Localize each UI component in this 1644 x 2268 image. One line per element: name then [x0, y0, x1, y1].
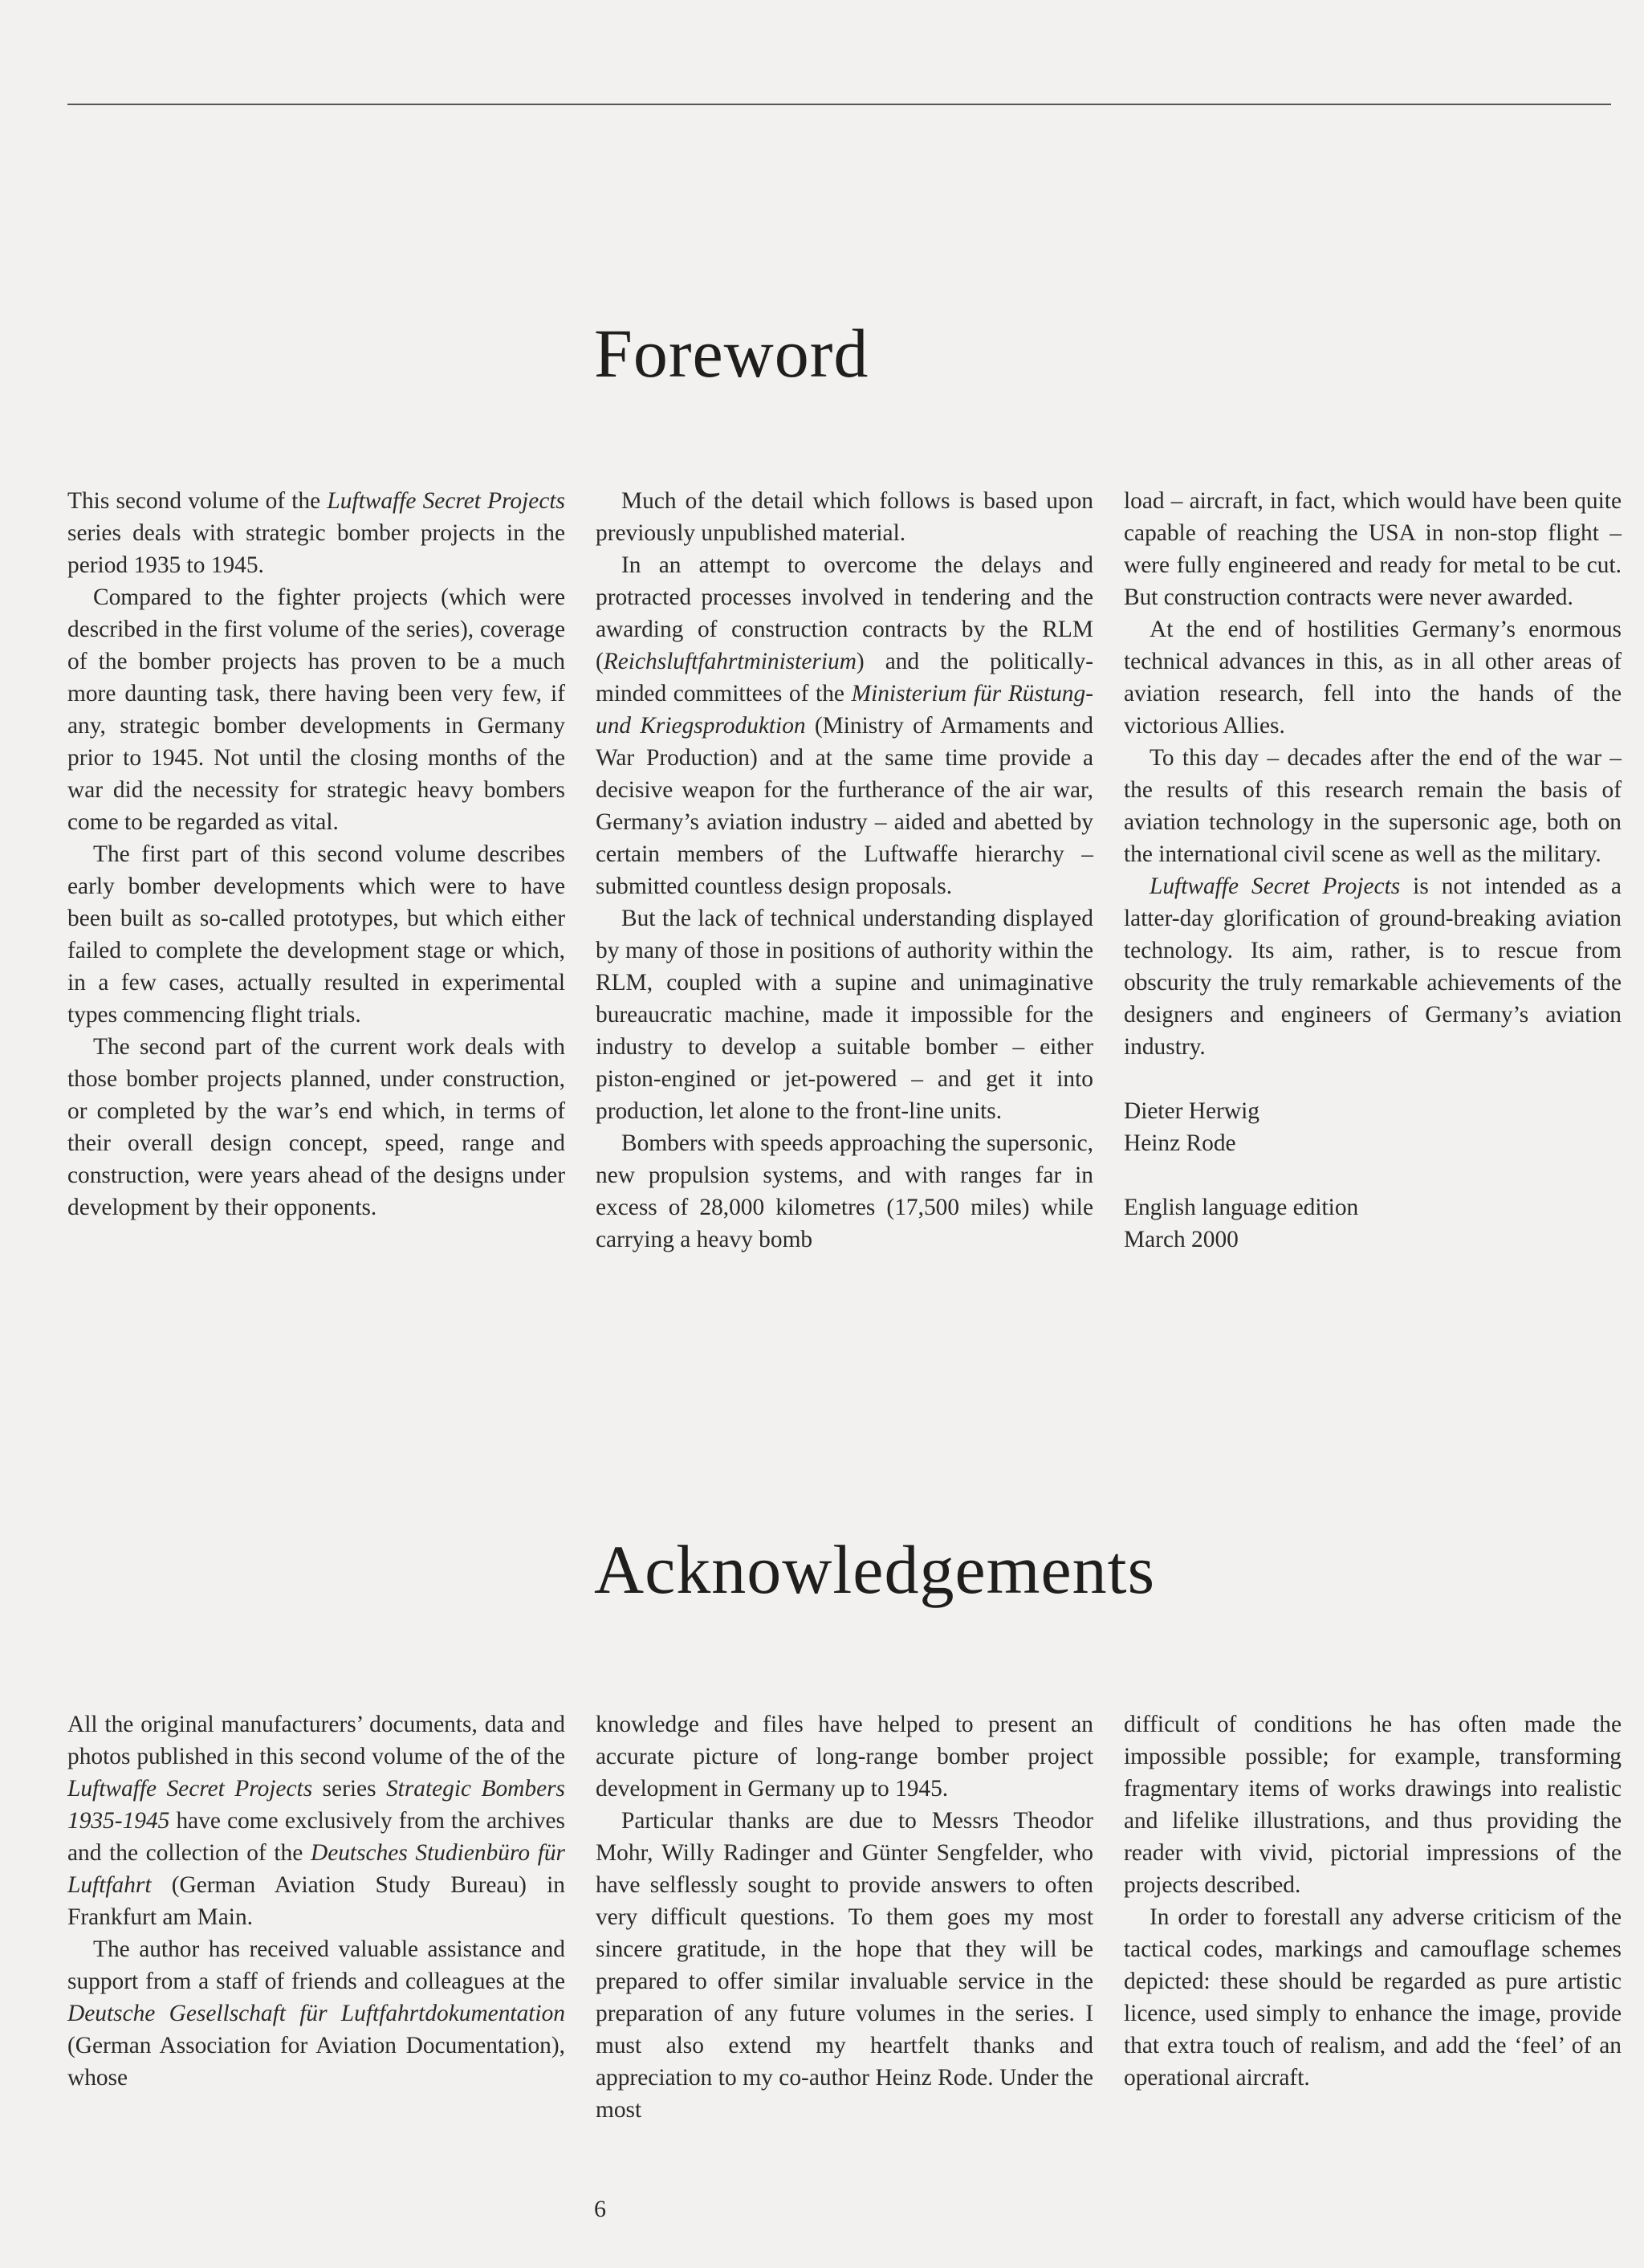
- acknowledgements-paragraph: In order to forestall any adverse criticism of the tactical codes, markings and camouflage schemes depicted: these should be regarded as pure artistic licence, used simply to enhance the image, provide that extra touch of realism, and add the ‘feel’ of an operational aircraft.: [1124, 1904, 1622, 2091]
- foreword-paragraph: Luftwaffe Secret Projects is not intended as a latter-day glorification of ground-breaking aviation technology. Its aim, rather, is to rescue from obscurity the truly remarkable achievements of the designers and engineers of Germany’s aviation industry.: [1124, 873, 1622, 1060]
- author-name: Heinz Rode: [1124, 1130, 1236, 1156]
- edition-date: March 2000: [1124, 1227, 1239, 1252]
- signature-block: [1124, 1095, 1622, 1159]
- author-name: Dieter Herwig: [1124, 1098, 1259, 1124]
- acknowledgements-column-2: [596, 1708, 1093, 2126]
- acknowledgements-column-3: [1124, 1708, 1622, 2094]
- acknowledgements-paragraph: knowledge and files have helped to present an accurate picture of long-range bomber project development in Germany up to 1945.: [596, 1712, 1093, 1802]
- foreword-paragraph: In an attempt to overcome the delays and protracted processes involved in tendering and the awarding of construction contracts by the RLM (Reichsluftfahrtministerium) and the politically-minded committees of the Ministerium für Rüstung- und Kriegsproduktion (Ministry of Armaments and War Production) and at the same time provide a decisive weapon for the furtherance of the air war, Germany’s aviation industry – aided and abetted by certain members of the Luftwaffe hierarchy – submitted countless design proposals.: [596, 552, 1094, 899]
- foreword-paragraph: Bombers with speeds approaching the supersonic, new propulsion systems, and with ranges far in excess of 28,000 kilometres (17,500 miles) while carrying a heavy bomb: [596, 1130, 1093, 1252]
- foreword-paragraph: The first part of this second volume describes early bomber developments which were to have been built as so-called prototypes, but which either failed to complete the development stage or which, in a few cases, actually resulted in experimental types commencing flight trials.: [67, 841, 565, 1028]
- foreword-paragraph: To this day – decades after the end of the war – the results of this research remain the basis of aviation technology in the supersonic age, both on the international civil scene as well as the military.: [1124, 745, 1622, 867]
- foreword-column-1: [67, 485, 565, 1224]
- foreword-heading: Foreword: [594, 315, 869, 392]
- foreword-paragraph: load – aircraft, in fact, which would have been quite capable of reaching the USA in non-stop flight – were fully engineered and ready for metal to be cut. But construction contracts were never awarded.: [1124, 488, 1622, 610]
- acknowledgements-heading: Acknowledgements: [594, 1531, 1156, 1608]
- acknowledgements-paragraph: Particular thanks are due to Messrs Theodor Mohr, Willy Radinger and Günter Sengfelder, who have selflessly sought to provide answers to often very difficult questions. To them goes my most sincere gratitude, in the hope that they will be prepared to offer similar invaluable service in the preparation of any future volumes in the series. I must also extend my heartfelt thanks and appreciation to my co-author Heinz Rode. Under the most: [596, 1808, 1093, 2123]
- foreword-paragraph: Compared to the fighter projects (which were described in the first volume of the series), coverage of the bomber projects has proven to be a much more daunting task, there having been very few, if any, strategic bomber developments in Germany prior to 1945. Not until the closing months of the war did the necessity for strategic heavy bombers come to be regarded as vital.: [67, 584, 565, 835]
- acknowledgements-paragraph: The author has received valuable assistance and support from a staff of friends and colleagues at the Deutsche Gesellschaft für Luftfahrtdokumentation (German Association for Aviation Documentation), whose: [67, 1936, 565, 2091]
- acknowledgements-column-1: [67, 1708, 565, 2094]
- foreword-paragraph: At the end of hostilities Germany’s enormous technical advances in this, as in all other areas of aviation research, fell into the hands of the victorious Allies.: [1124, 617, 1622, 739]
- edition-label: English language edition: [1124, 1195, 1359, 1220]
- foreword-column-2: [596, 485, 1093, 1256]
- foreword-column-3: [1124, 485, 1622, 1256]
- foreword-paragraph: The second part of the current work deals with those bomber projects planned, under construction, or completed by the war’s end which, in terms of their overall design concept, speed, range and construction, were years ahead of the designs under development by their opponents.: [67, 1034, 565, 1220]
- acknowledgements-paragraph: difficult of conditions he has often made the impossible possible; for example, transforming fragmentary items of works drawings into realistic and lifelike illustrations, and thus providing the reader with vivid, pictorial impressions of the projects described.: [1124, 1712, 1622, 1898]
- foreword-paragraph: This second volume of the Luftwaffe Secret Projects series deals with strategic bomber projects in the period 1935 to 1945.: [67, 488, 565, 578]
- page-number: 6: [594, 2196, 606, 2222]
- top-rule: [67, 104, 1611, 105]
- foreword-paragraph: Much of the detail which follows is based upon previously unpublished material.: [596, 488, 1093, 546]
- edition-block: [1124, 1191, 1622, 1256]
- acknowledgements-paragraph: All the original manufacturers’ documents, data and photos published in this second volume of the of the Luftwaffe Secret Projects series Strategic Bombers 1935-1945 have come exclusively from the archives and the collection of the Deutsches Studienbüro für Luftfahrt (German Aviation Study Bureau) in Frankfurt am Main.: [67, 1712, 565, 1930]
- foreword-paragraph: But the lack of technical understanding displayed by many of those in positions of authority within the RLM, coupled with a supine and unimaginative bureaucratic machine, made it impossible for the industry to develop a suitable bomber – either piston-engined or jet-powered – and get it into production, let alone to the front-line units.: [596, 906, 1093, 1124]
